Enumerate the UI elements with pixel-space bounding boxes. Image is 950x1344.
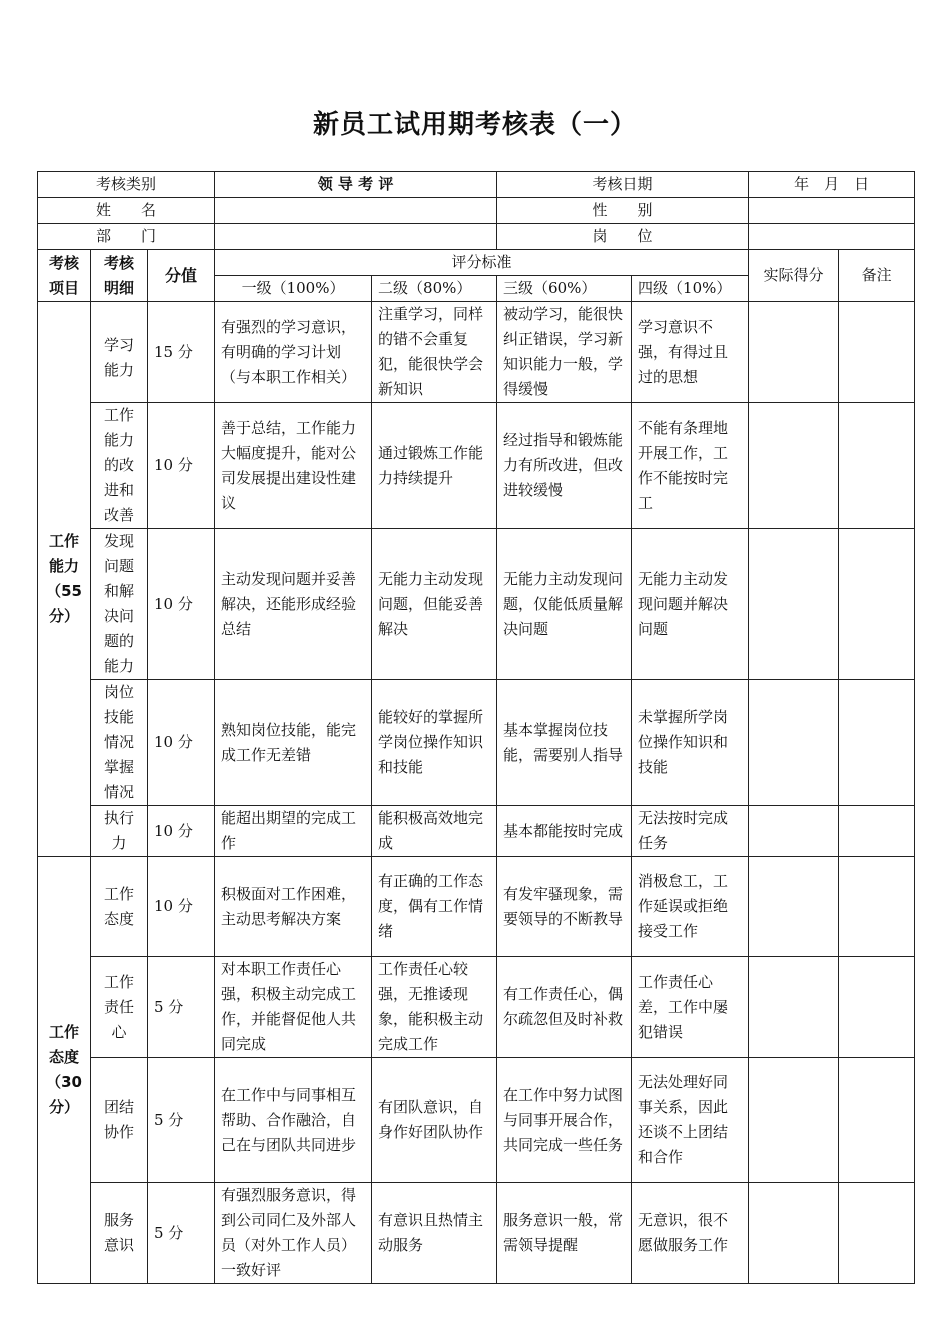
name-value[interactable]: [215, 198, 497, 224]
header-row-type: [38, 172, 915, 198]
column-header-row-1: [38, 250, 915, 276]
level-2-cell: 能较好的掌握所学岗位操作知识和技能: [372, 680, 497, 806]
actual-score-cell[interactable]: [749, 529, 839, 680]
level-2-cell: 工作责任心较强，无推诿现象，能积极主动完成工作: [372, 957, 497, 1058]
score-cell: 10 分: [148, 403, 215, 529]
score-cell: 10 分: [148, 806, 215, 857]
remark-cell[interactable]: [839, 403, 915, 529]
score-cell: 5 分: [148, 1058, 215, 1183]
col-level-4: 四级（10%）: [632, 276, 749, 302]
type-value: 领 导 考 评: [215, 172, 497, 198]
table-row: [38, 1183, 915, 1284]
remark-cell[interactable]: [839, 857, 915, 957]
remark-cell[interactable]: [839, 680, 915, 806]
level-1-cell: 有强烈的学习意识，有明确的学习计划（与本职工作相关）: [215, 302, 372, 403]
level-2-cell: 通过锻炼工作能力持续提升: [372, 403, 497, 529]
detail-cell: 岗位技能情况掌握情况: [91, 680, 148, 806]
level-2-cell: 有团队意识，自身作好团队协作: [372, 1058, 497, 1183]
level-1-cell: 熟知岗位技能，能完成工作无差错: [215, 680, 372, 806]
group-attitude: 工作态度（30分）: [38, 857, 91, 1284]
score-cell: 15 分: [148, 302, 215, 403]
detail-cell: 执行力: [91, 806, 148, 857]
table-row: [38, 957, 915, 1058]
dept-label: 部 门: [38, 224, 215, 250]
table-row: [38, 403, 915, 529]
level-1-cell: 积极面对工作困难，主动思考解决方案: [215, 857, 372, 957]
detail-cell: 工作态度: [91, 857, 148, 957]
level-4-cell: 消极怠工，工作延误或拒绝接受工作: [632, 857, 749, 957]
score-cell: 10 分: [148, 680, 215, 806]
level-1-cell: 善于总结，工作能力大幅度提升，能对公司发展提出建设性建议: [215, 403, 372, 529]
gender-label: 性 别: [497, 198, 749, 224]
post-label: 岗 位: [497, 224, 749, 250]
col-criteria: 评分标准: [215, 250, 749, 276]
assessment-table: [37, 171, 915, 1284]
col-score: 分值: [148, 250, 215, 302]
level-3-cell: 在工作中努力试图与同事开展合作，共同完成一些任务: [497, 1058, 632, 1183]
remark-cell[interactable]: [839, 302, 915, 403]
level-3-cell: 基本都能按时完成: [497, 806, 632, 857]
actual-score-cell[interactable]: [749, 302, 839, 403]
table-row: [38, 806, 915, 857]
table-row: [38, 302, 915, 403]
date-label: 考核日期: [497, 172, 749, 198]
level-4-cell: 无意识，很不愿做服务工作: [632, 1183, 749, 1284]
actual-score-cell[interactable]: [749, 1183, 839, 1284]
level-2-cell: 无能力主动发现问题，但能妥善解决: [372, 529, 497, 680]
level-4-cell: 无法处理好同事关系，因此还谈不上团结和合作: [632, 1058, 749, 1183]
gender-value[interactable]: [749, 198, 915, 224]
col-level-3: 三级（60%）: [497, 276, 632, 302]
level-4-cell: 学习意识不强，有得过且过的思想: [632, 302, 749, 403]
col-detail: 考核明细: [91, 250, 148, 302]
detail-cell: 学习能力: [91, 302, 148, 403]
header-row-name: [38, 198, 915, 224]
header-row-dept: [38, 224, 915, 250]
level-4-cell: 工作责任心差，工作中屡犯错误: [632, 957, 749, 1058]
level-1-cell: 在工作中与同事相互帮助、合作融洽，自己在与团队共同进步: [215, 1058, 372, 1183]
name-label: 姓 名: [38, 198, 215, 224]
detail-cell: 发现问题和解决问题的能力: [91, 529, 148, 680]
table-row: [38, 680, 915, 806]
actual-score-cell[interactable]: [749, 857, 839, 957]
col-remark: 备注: [839, 250, 915, 302]
type-label: 考核类别: [38, 172, 215, 198]
col-level-2: 二级（80%）: [372, 276, 497, 302]
col-level-1: 一级（100%）: [215, 276, 372, 302]
level-3-cell: 无能力主动发现问题，仅能低质量解决问题: [497, 529, 632, 680]
actual-score-cell[interactable]: [749, 1058, 839, 1183]
detail-cell: 服务意识: [91, 1183, 148, 1284]
level-3-cell: 基本掌握岗位技能，需要别人指导: [497, 680, 632, 806]
actual-score-cell[interactable]: [749, 403, 839, 529]
level-4-cell: 无能力主动发现问题并解决问题: [632, 529, 749, 680]
level-4-cell: 不能有条理地开展工作，工作不能按时完工: [632, 403, 749, 529]
actual-score-cell[interactable]: [749, 957, 839, 1058]
remark-cell[interactable]: [839, 957, 915, 1058]
col-project: 考核项目: [38, 250, 91, 302]
group-ability: 工作能力（55分）: [38, 302, 91, 857]
score-cell: 10 分: [148, 857, 215, 957]
level-3-cell: 被动学习，能很快纠正错误，学习新知识能力一般，学得缓慢: [497, 302, 632, 403]
remark-cell[interactable]: [839, 1183, 915, 1284]
date-value[interactable]: 年 月 日: [749, 172, 915, 198]
level-2-cell: 有正确的工作态度，偶有工作情绪: [372, 857, 497, 957]
actual-score-cell[interactable]: [749, 806, 839, 857]
remark-cell[interactable]: [839, 806, 915, 857]
level-2-cell: 有意识且热情主动服务: [372, 1183, 497, 1284]
level-1-cell: 能超出期望的完成工作: [215, 806, 372, 857]
remark-cell[interactable]: [839, 529, 915, 680]
level-2-cell: 能积极高效地完成: [372, 806, 497, 857]
level-1-cell: 有强烈服务意识，得到公司同仁及外部人员（对外工作人员）一致好评: [215, 1183, 372, 1284]
table-row: [38, 857, 915, 957]
level-4-cell: 无法按时完成任务: [632, 806, 749, 857]
remark-cell[interactable]: [839, 1058, 915, 1183]
level-4-cell: 未掌握所学岗位操作知识和技能: [632, 680, 749, 806]
detail-cell: 工作责任心: [91, 957, 148, 1058]
level-1-cell: 对本职工作责任心强，积极主动完成工作，并能督促他人共同完成: [215, 957, 372, 1058]
level-3-cell: 有工作责任心，偶尔疏忽但及时补救: [497, 957, 632, 1058]
level-2-cell: 注重学习，同样的错不会重复犯，能很快学会新知识: [372, 302, 497, 403]
col-actual: 实际得分: [749, 250, 839, 302]
dept-value[interactable]: [215, 224, 497, 250]
detail-cell: 工作能力的改进和改善: [91, 403, 148, 529]
level-3-cell: 经过指导和锻炼能力有所改进，但改进较缓慢: [497, 403, 632, 529]
post-value[interactable]: [749, 224, 915, 250]
page-title: 新员工试用期考核表（一）: [312, 110, 637, 140]
score-cell: 5 分: [148, 957, 215, 1058]
level-3-cell: 服务意识一般，常需领导提醒: [497, 1183, 632, 1284]
table-row: [38, 1058, 915, 1183]
level-3-cell: 有发牢骚现象，需要领导的不断教导: [497, 857, 632, 957]
level-1-cell: 主动发现问题并妥善解决，还能形成经验总结: [215, 529, 372, 680]
score-cell: 5 分: [148, 1183, 215, 1284]
table-row: [38, 529, 915, 680]
detail-cell: 团结协作: [91, 1058, 148, 1183]
actual-score-cell[interactable]: [749, 680, 839, 806]
score-cell: 10 分: [148, 529, 215, 680]
